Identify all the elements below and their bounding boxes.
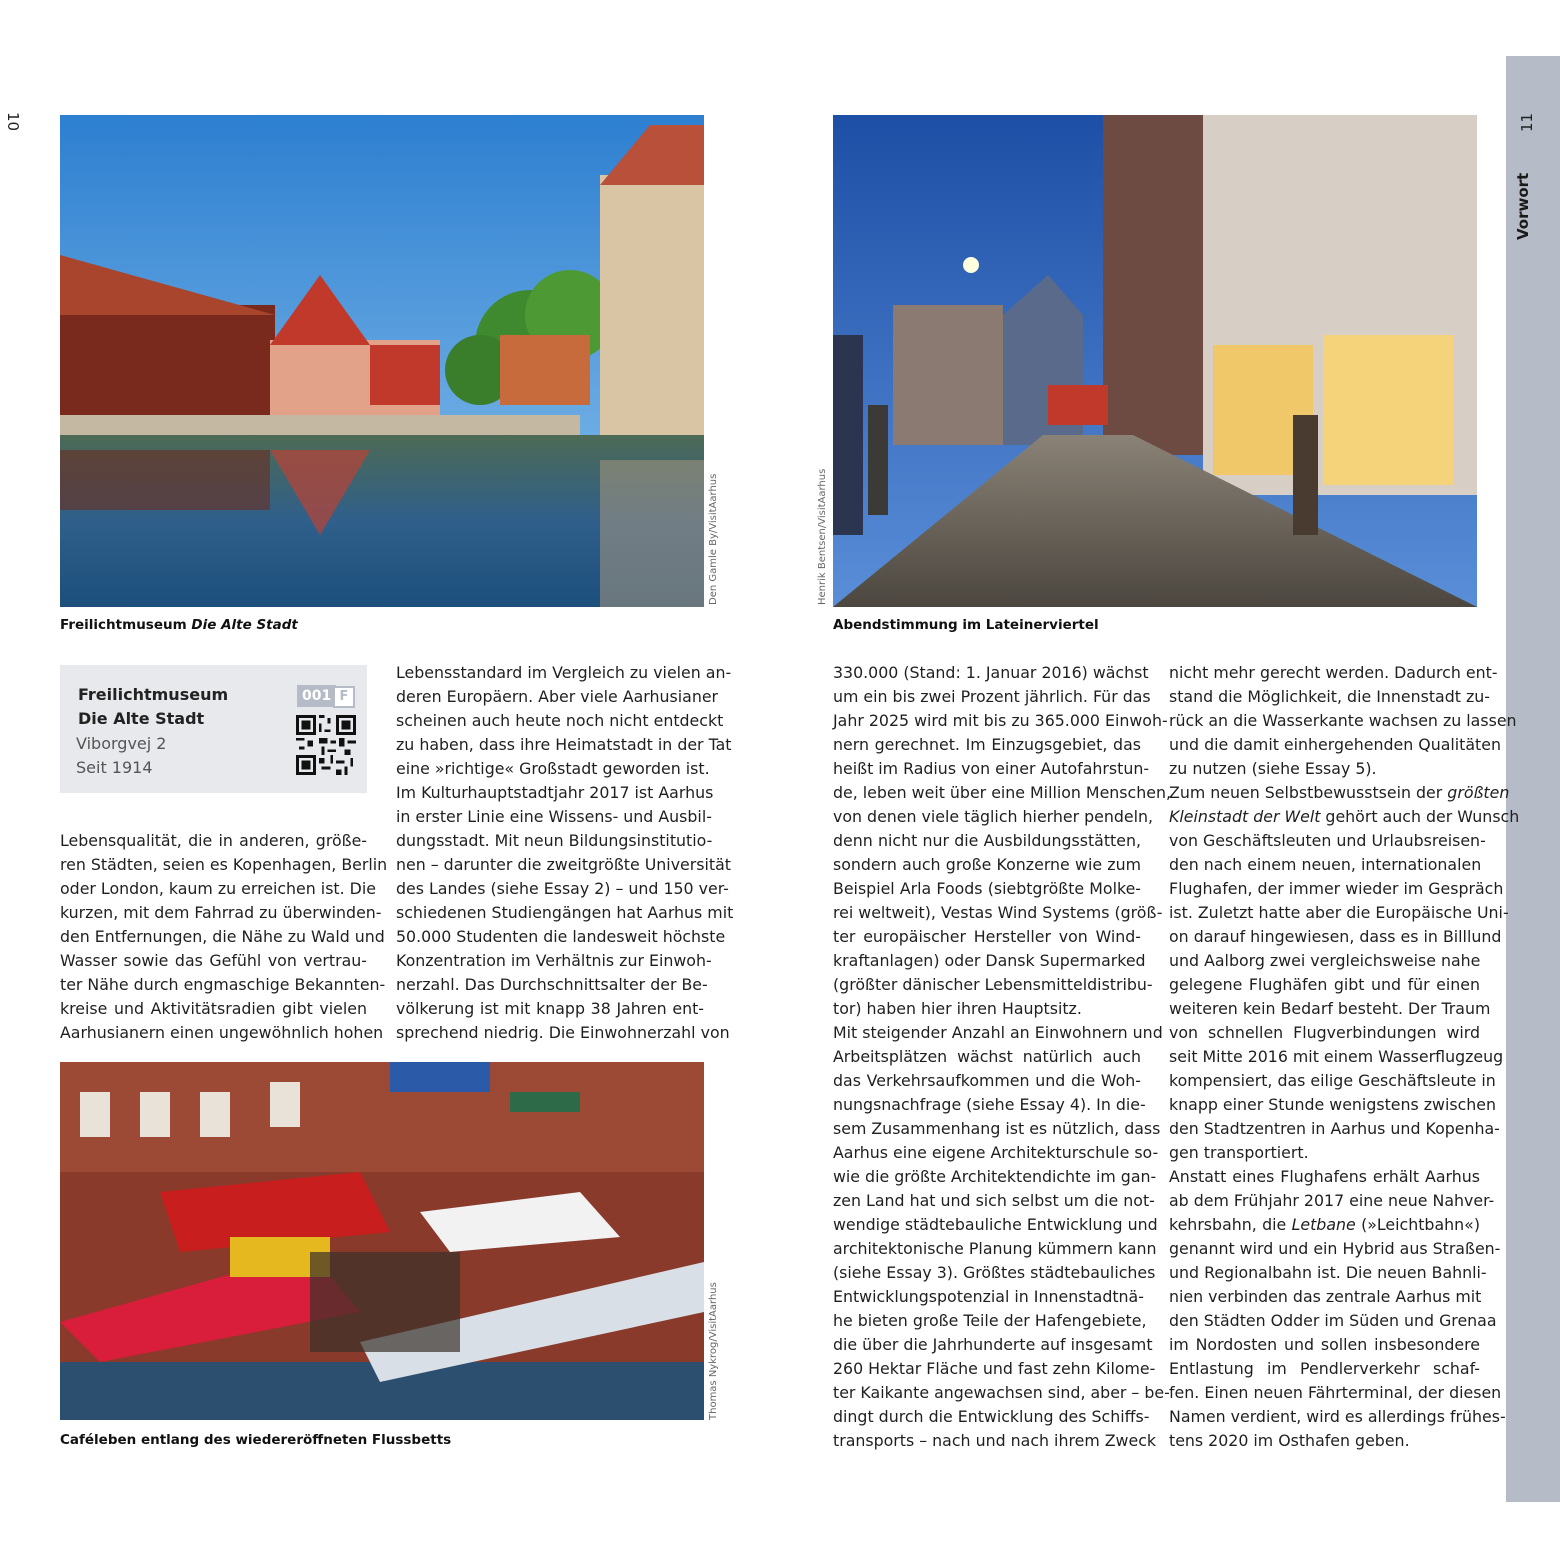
- text-line: [1169, 1237, 1501, 1261]
- text-line: Entwicklungspotenzial in Innenstadtnä-: [833, 1287, 1144, 1306]
- text-line: die über die Jahrhunderte auf insgesamt: [833, 1335, 1153, 1354]
- text-line: [1169, 853, 1480, 877]
- text-line: ren Städten, seien es Kopenhagen, Berlin: [60, 855, 388, 874]
- text-line: [1169, 685, 1490, 709]
- text-run: kompensiert, das eilige Geschäftsleute in: [1169, 1071, 1496, 1090]
- text-line: [1169, 1405, 1506, 1429]
- text-run: Anstatt eines Flughafens erhält Aarhus: [1169, 1167, 1480, 1186]
- text-line: [1169, 733, 1501, 757]
- text-line: denn nicht nur die Ausbildungsstätten,: [833, 831, 1141, 850]
- text-line: kurzen, mit dem Fahrrad zu überwinden-: [60, 903, 382, 922]
- text-line: [1169, 1165, 1480, 1189]
- text-line: dingt durch die Entwicklung des Schiffs-: [833, 1407, 1150, 1426]
- text-line: [1169, 877, 1504, 901]
- text-run: tens 2020 im Osthafen geben.: [1169, 1431, 1410, 1450]
- text-run: den Stadtzentren in Aarhus und Kopenha-: [1169, 1119, 1500, 1138]
- text-run: im Nordosten und sollen insbesondere: [1169, 1335, 1480, 1354]
- text-line: ter Kaikante angewachsen sind, aber – be-: [833, 1383, 1170, 1402]
- text-run: knapp einer Stunde wenigstens zwischen: [1169, 1095, 1497, 1114]
- text-run: Flughafen, der immer wieder im Gespräch: [1169, 879, 1504, 898]
- text-line: kraftanlagen) oder Dansk Supermarked: [833, 951, 1146, 970]
- text-line: Konzentration im Verhältnis zur Einwoh-: [396, 951, 712, 970]
- text-line: he bieten große Teile der Hafengebiete,: [833, 1311, 1147, 1330]
- text-column-2: [396, 661, 734, 1045]
- text-line: oder London, kaum zu erreichen ist. Die: [60, 879, 376, 898]
- text-run: von Geschäftsleuten und Urlaubsreisen-: [1169, 831, 1486, 850]
- text-line: Lebensqualität, die in anderen, größe-: [60, 831, 367, 850]
- text-run: gen transportiert.: [1169, 1143, 1309, 1162]
- text-line: [1169, 925, 1502, 949]
- text-line: (größter dänischer Lebensmitteldistribu-: [833, 975, 1153, 994]
- text-line: nern gerechnet. Im Einzugsgebiet, das: [833, 735, 1141, 754]
- italic-term: Kleinstadt der Welt: [1169, 807, 1321, 826]
- text-line: [1169, 757, 1480, 781]
- text-line: 330.000 (Stand: 1. Januar 2016) wächst: [833, 663, 1149, 682]
- text-line: rei weltweit), Vestas Wind Systems (größ-: [833, 903, 1163, 922]
- text-line: völkerung ist mit knapp 38 Jahren ent-: [396, 999, 704, 1018]
- text-line: Arbeitsplätzen wächst natürlich auch: [833, 1047, 1141, 1066]
- text-line: [1169, 997, 1491, 1021]
- text-line: scheinen auch heute noch nicht entdeckt: [396, 711, 724, 730]
- text-line: Aarhusianern einen ungewöhnlich hohen: [60, 1023, 384, 1042]
- photo-cafe-river: [60, 1062, 704, 1420]
- italic-term: Letbane: [1291, 1215, 1356, 1234]
- photo-credit-old-town: Den Gamle By/VisitAarhus: [708, 473, 719, 605]
- text-line: schiedenen Studiengängen hat Aarhus mit: [396, 903, 734, 922]
- text-line: [1169, 1189, 1495, 1213]
- italic-term: größten: [1447, 783, 1510, 802]
- text-run: nien verbinden das zentrale Aarhus mit: [1169, 1287, 1482, 1306]
- text-line: [1169, 1213, 1480, 1237]
- text-run: (»Leichtbahn«): [1355, 1215, 1480, 1234]
- text-column-1: [60, 829, 388, 1045]
- text-line: [1169, 1093, 1497, 1117]
- poi-title-line1: Freilichtmuseum: [78, 685, 229, 704]
- text-run: und Aalborg zwei vergleichsweise nahe: [1169, 951, 1481, 970]
- text-run: Zum neuen Selbstbewusstsein der: [1169, 783, 1448, 802]
- text-run: gehört auch der Wunsch: [1320, 807, 1520, 826]
- text-line: Aarhus eine eigene Architekturschule so-: [833, 1143, 1159, 1162]
- text-line: [1169, 1141, 1480, 1165]
- caption-latin-quarter: Abendstimmung im Lateinerviertel: [833, 617, 1099, 633]
- text-line: [1169, 1021, 1480, 1045]
- text-line: dungsstadt. Mit neun Bildungsinstitutio-: [396, 831, 713, 850]
- text-line: [1169, 709, 1517, 733]
- text-run: den Städten Odder im Süden und Grenaa: [1169, 1311, 1497, 1330]
- text-line: (siehe Essay 3). Größtes städtebauliches: [833, 1263, 1156, 1282]
- photo-old-town: [60, 115, 704, 607]
- poi-title-line2: Die Alte Stadt: [78, 709, 205, 728]
- photo-latin-quarter: [833, 115, 1477, 607]
- poi-number-badge: 001: [297, 685, 336, 707]
- text-line: Beispiel Arla Foods (siebtgrößte Molke-: [833, 879, 1141, 898]
- text-line: [1169, 973, 1480, 997]
- photo-credit-latin-quarter: Henrik Bentsen/VisitAarhus: [817, 468, 828, 605]
- text-line: den Entfernungen, die Nähe zu Wald und: [60, 927, 385, 946]
- poi-since: Seit 1914: [76, 758, 153, 777]
- section-tab: [1506, 56, 1560, 1502]
- text-column-3: [833, 661, 1171, 1453]
- text-line: kreise und Aktivitätsradien gibt vielen: [60, 999, 367, 1018]
- text-line: von denen viele täglich hierher pendeln,: [833, 807, 1154, 826]
- text-line: nen – darunter die zweitgrößte Universität: [396, 855, 731, 874]
- text-line: [1169, 949, 1480, 973]
- text-line: deren Europäern. Aber viele Aarhusianer: [396, 687, 719, 706]
- text-line: Lebensstandard im Vergleich zu vielen an-: [396, 663, 732, 682]
- text-run: Namen verdient, wird es allerdings frühes-: [1169, 1407, 1506, 1426]
- text-line: um ein bis zwei Prozent jährlich. Für das: [833, 687, 1151, 706]
- text-line: Mit steigender Anzahl an Einwohnern und: [833, 1023, 1163, 1042]
- text-line: nungsnachfrage (siehe Essay 4). In die-: [833, 1095, 1146, 1114]
- text-run: stand die Möglichkeit, die Innenstadt zu-: [1169, 687, 1490, 706]
- page-number-right: 11: [1518, 112, 1536, 132]
- poi-category-badge: F: [333, 686, 355, 708]
- qr-code-icon[interactable]: [296, 715, 356, 775]
- text-run: und die damit einhergehenden Qualitäten: [1169, 735, 1501, 754]
- text-run: von schnellen Flugverbindungen wird: [1169, 1023, 1480, 1042]
- text-run: kehrsbahn, die: [1169, 1215, 1292, 1234]
- text-line: das Verkehrsaufkommen und die Woh-: [833, 1071, 1141, 1090]
- text-line: zen Land hat und sich selbst um die not-: [833, 1191, 1155, 1210]
- caption-old-town: Freilichtmuseum Die Alte Stadt: [60, 617, 298, 633]
- text-line: de, leben weit über eine Million Menschen,: [833, 783, 1171, 802]
- text-line: nerzahl. Das Durchschnittsalter der Be-: [396, 975, 708, 994]
- text-run: weiteren kein Bedarf besteht. Der Traum: [1169, 999, 1491, 1018]
- text-line: [1169, 1285, 1480, 1309]
- text-line: 260 Hektar Fläche und fast zehn Kilome-: [833, 1359, 1156, 1378]
- text-run: zu nutzen (siehe Essay 5).: [1169, 759, 1377, 778]
- text-run: ab dem Frühjahr 2017 eine neue Nahver-: [1169, 1191, 1495, 1210]
- text-run: ist. Zuletzt hatte aber die Europäische Uni-: [1169, 903, 1509, 922]
- text-column-4: [1169, 661, 1520, 1453]
- text-line: 50.000 Studenten die landesweit höchste: [396, 927, 726, 946]
- text-line: [1169, 829, 1486, 853]
- text-line: [1169, 1117, 1500, 1141]
- text-run: gelegene Flughäfen gibt und für einen: [1169, 975, 1480, 994]
- text-line: [1169, 901, 1509, 925]
- text-run: Entlastung im Pendlerverkehr schaf-: [1169, 1359, 1480, 1378]
- text-line: [1169, 805, 1520, 829]
- text-line: heißt im Radius von einer Autofahrstun-: [833, 759, 1150, 778]
- text-line: architektonische Planung kümmern kann: [833, 1239, 1157, 1258]
- text-line: wendige städtebauliche Entwicklung und: [833, 1215, 1158, 1234]
- text-line: ter Nähe durch engmaschige Bekannten-: [60, 975, 386, 994]
- photo-credit-cafe: Thomas Nykrog/VisitAarhus: [708, 1282, 719, 1420]
- poi-infobox: [60, 665, 367, 793]
- text-run: nicht mehr gerecht werden. Dadurch ent-: [1169, 663, 1498, 682]
- text-line: sprechend niedrig. Die Einwohnerzahl von: [396, 1023, 730, 1042]
- text-line: sondern auch große Konzerne wie zum: [833, 855, 1141, 874]
- text-run: den nach einem neuen, internationalen: [1169, 855, 1482, 874]
- caption-cafe: Caféleben entlang des wiedereröffneten Flussbetts: [60, 1432, 452, 1448]
- text-run: on darauf hingewiesen, dass es in Billlund: [1169, 927, 1502, 946]
- text-run: fen. Einen neuen Fährterminal, der diesen: [1169, 1383, 1502, 1402]
- text-line: tor) haben hier ihren Hauptsitz.: [833, 999, 1082, 1018]
- text-line: in erster Linie eine Wissens- und Ausbil-: [396, 807, 712, 826]
- text-line: [1169, 1309, 1497, 1333]
- text-line: [1169, 781, 1510, 805]
- text-line: Im Kulturhauptstadtjahr 2017 ist Aarhus: [396, 783, 714, 802]
- text-line: transports – nach und nach ihrem Zweck: [833, 1431, 1157, 1450]
- text-line: [1169, 1045, 1504, 1069]
- text-line: [1169, 1333, 1480, 1357]
- text-run: seit Mitte 2016 mit einem Wasserflugzeug: [1169, 1047, 1504, 1066]
- section-tab-label: Vorwort: [1514, 172, 1532, 240]
- text-line: Jahr 2025 wird mit bis zu 365.000 Einwoh-: [833, 711, 1168, 730]
- text-run: und Regionalbahn ist. Die neuen Bahnli-: [1169, 1263, 1487, 1282]
- text-line: [1169, 661, 1498, 685]
- text-line: Wasser sowie das Gefühl von vertrau-: [60, 951, 367, 970]
- text-line: [1169, 1381, 1502, 1405]
- text-line: [1169, 1357, 1480, 1381]
- text-line: [1169, 1429, 1480, 1453]
- text-line: ter europäischer Hersteller von Wind-: [833, 927, 1141, 946]
- text-line: sem Zusammenhang ist es nützlich, dass: [833, 1119, 1161, 1138]
- text-run: rück an die Wasserkante wachsen zu lassen: [1169, 711, 1517, 730]
- text-line: des Landes (siehe Essay 2) – und 150 ver-: [396, 879, 729, 898]
- poi-address: Viborgvej 2: [76, 734, 167, 753]
- text-line: zu haben, dass ihre Heimatstadt in der Tat: [396, 735, 732, 754]
- text-line: eine »richtige« Großstadt geworden ist.: [396, 759, 710, 778]
- text-line: wie die größte Architektendichte im gan-: [833, 1167, 1157, 1186]
- page-number-left: 10: [4, 112, 22, 132]
- text-line: [1169, 1069, 1496, 1093]
- text-line: [1169, 1261, 1487, 1285]
- text-run: genannt wird und ein Hybrid aus Straßen-: [1169, 1239, 1501, 1258]
